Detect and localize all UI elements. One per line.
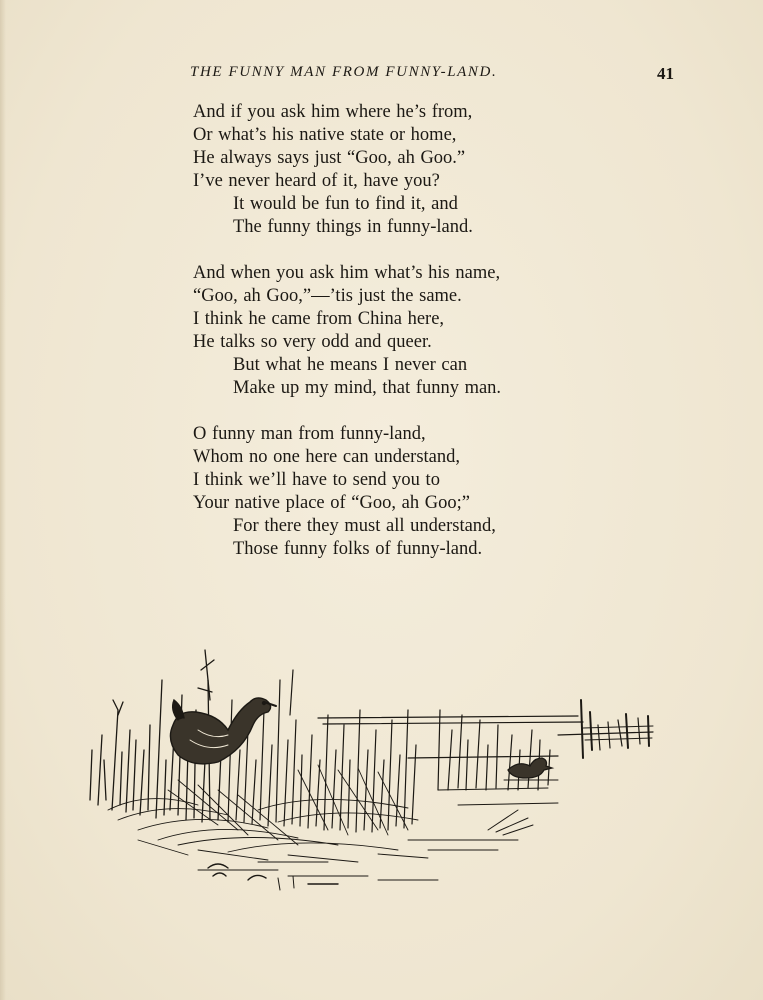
- page-edge-shadow: [0, 0, 6, 1000]
- poem-line-indented: Make up my mind, that funny man.: [233, 378, 502, 398]
- poem-line: O funny man from funny-land,: [193, 424, 426, 444]
- poem-line: “Goo, ah Goo,”—’tis just the same.: [193, 286, 462, 306]
- poem-line: And when you ask him what’s his name,: [193, 263, 501, 283]
- poem-line-indented: It would be fun to find it, and: [233, 194, 458, 214]
- marsh-duck-illustration: [78, 640, 658, 895]
- stanza-1: [193, 101, 613, 239]
- poem-line-indented: The funny things in funny-land.: [233, 217, 473, 237]
- poem-line: I’ve never heard of it, have you?: [193, 171, 440, 191]
- poem-line: Your native place of “Goo, ah Goo;”: [193, 493, 470, 513]
- running-title: THE FUNNY MAN FROM FUNNY-LAND.: [190, 64, 498, 80]
- poem-line-indented: Those funny folks of funny-land.: [233, 539, 483, 559]
- duck-on-land-figure: [170, 698, 276, 764]
- poem-line: I think we’ll have to send you to: [193, 470, 440, 490]
- poem-line: He always says just “Goo, ah Goo.”: [193, 148, 466, 168]
- stanza-3: [193, 423, 613, 561]
- page-number: 41: [657, 64, 674, 83]
- poem-line: He talks so very odd and queer.: [193, 332, 432, 352]
- poem: [193, 101, 613, 584]
- stanza-2: [193, 262, 613, 400]
- poem-line: And if you ask him where he’s from,: [193, 102, 473, 122]
- reeds-middle: [228, 670, 416, 832]
- poem-line: Or what’s his native state or home,: [193, 125, 457, 145]
- poem-line-indented: For there they must all understand,: [233, 516, 496, 536]
- poem-line: Whom no one here can understand,: [193, 447, 460, 467]
- foreground-debris: [208, 864, 338, 884]
- poem-line: I think he came from China here,: [193, 309, 445, 329]
- poem-line-indented: But what he means I never can: [233, 355, 468, 375]
